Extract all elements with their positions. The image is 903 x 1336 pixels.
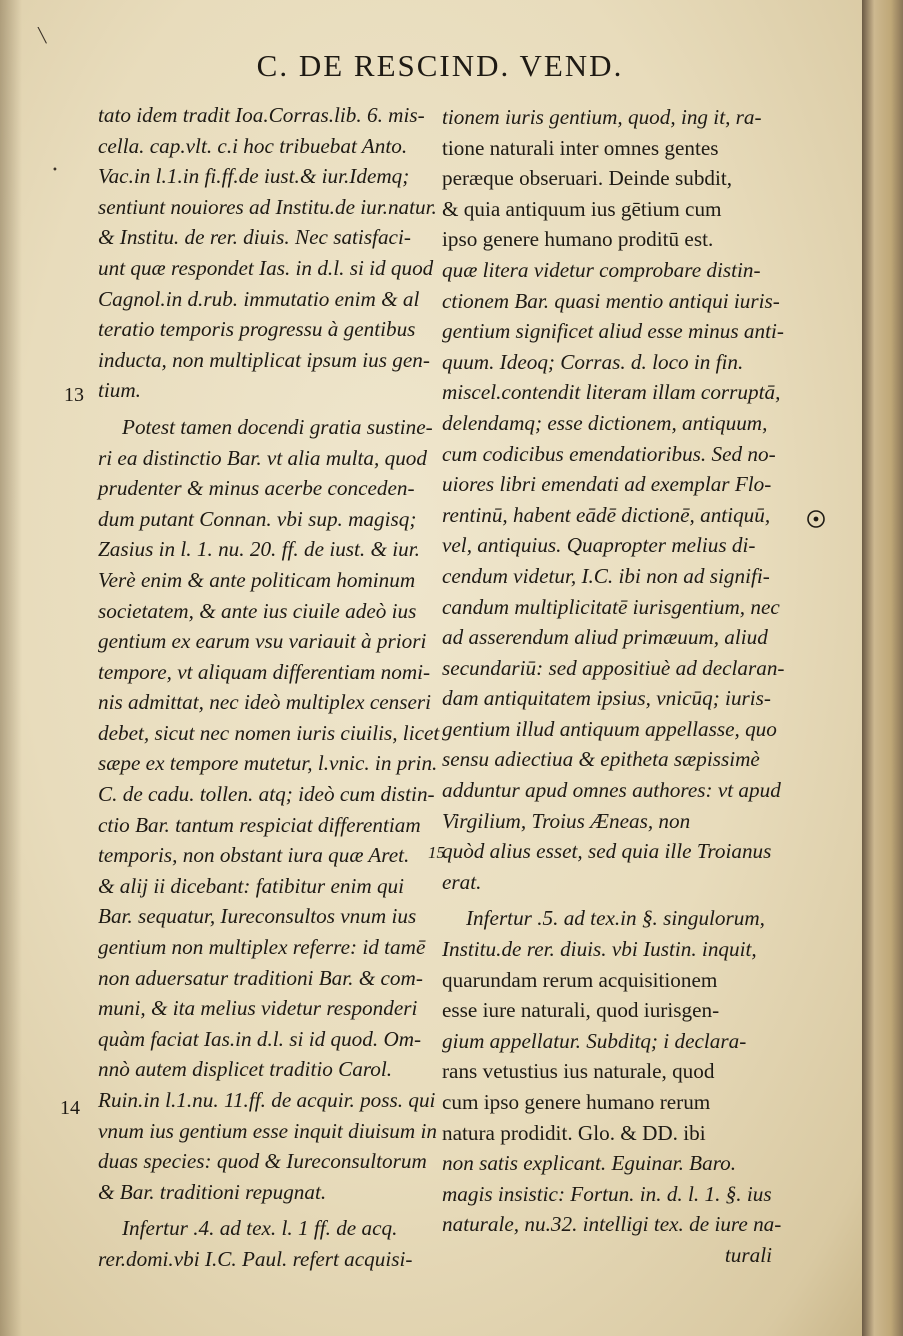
text-line: teratio temporis progressu à gentibus <box>98 317 416 342</box>
text-line: quòd alius esset, sed quia ille Troianus <box>442 839 772 864</box>
text-line: gentium ex earum vsu variauit à priori <box>98 629 427 654</box>
text-line: dum putant Connan. vbi sup. magisq; <box>98 506 417 531</box>
text-line: prudenter & minus acerbe conceden- <box>98 476 415 501</box>
text-line: gentium significet aliud esse minus anti- <box>442 319 784 344</box>
gutter-shadow <box>0 0 22 1336</box>
text-line: secundariū: sed appositiuè ad declaran- <box>442 655 785 680</box>
ink-dot: • <box>52 165 58 176</box>
text-line: & Institu. de rer. diuis. Nec satisfaci- <box>98 225 411 250</box>
text-line: vnum ius gentium esse inquit diuisum in <box>98 1118 437 1143</box>
text-line: cella. cap.vlt. c.i hoc tribuebat Anto. <box>98 133 408 158</box>
text-line: rentinū, habent eādē dictionē, antiquū, <box>442 502 771 527</box>
text-line: debet, sicut nec nomen iuris ciuilis, licet <box>98 720 440 745</box>
text-line: natura prodidit. Glo. & DD. ibi <box>442 1120 706 1145</box>
text-line: rer.domi.vbi I.C. Paul. refert acquisi- <box>98 1246 413 1271</box>
text-line: duas species: quod & Iureconsultorum <box>98 1149 427 1174</box>
text-line: sentiunt nouiores ad Institu.de iur.natur. <box>98 194 437 219</box>
text-line: unt quæ respondet Ias. in d.l. si id quod <box>98 255 434 280</box>
marginal-number-15: 15 <box>428 843 445 862</box>
text-line: quæ litera videtur comprobare distin- <box>442 257 761 282</box>
text-line: tionem iuris gentium, quod, ing it, ra- <box>442 105 762 129</box>
text-line: naturale, nu.32. intelligi tex. de iure na- <box>442 1212 782 1237</box>
text-line: C. de cadu. tollen. atq; ideò cum distin- <box>98 782 435 807</box>
text-line: esse iure naturali, quod iurisgen- <box>442 998 720 1023</box>
text-line: Vac.in l.1.in fi.ff.de iust.& iur.Idemq; <box>98 164 410 189</box>
text-line: turali <box>724 1242 772 1267</box>
text-line: Infertur .4. ad tex. l. 1 ff. de acq. <box>122 1216 398 1241</box>
text-line: Infertur .5. ad tex.in §. singulorum, <box>466 906 765 931</box>
text-line: Ruin.in l.1.nu. 11.ff. de acquir. poss. qui <box>98 1088 436 1112</box>
text-line: Potest tamen docendi gratia sustine- <box>122 414 433 439</box>
text-line: non satis explicant. Eguinar. Baro. <box>442 1151 737 1176</box>
text-line: quum. Ideoq; Corras. d. loco in fin. <box>442 349 744 374</box>
text-line: muni, & ita melius videtur responderi <box>98 996 418 1021</box>
text-line: dam antiquitatem ipsius, vnicūq; iuris- <box>442 686 771 711</box>
text-line: nis admittat, nec ideò multiplex censeri <box>98 690 432 715</box>
text-line: non aduersatur traditioni Bar. & com- <box>98 965 423 990</box>
circle-dot-icon <box>805 508 827 530</box>
text-line: tempore, vt aliquam differentiam nomi- <box>98 659 431 684</box>
text-line: cendum videtur, I.C. ibi non ad signifi- <box>442 563 770 588</box>
text-line: Cagnol.in d.rub. immutatio enim & al <box>98 286 420 311</box>
text-line: Verè enim & ante politicam hominum <box>98 567 416 592</box>
text-line: tium. <box>98 378 141 403</box>
text-line: Institu.de rer. diuis. vbi Iustin. inquit, <box>442 937 757 962</box>
text-line: & quia antiquum ius gētium cum <box>442 196 722 221</box>
text-line: erat. <box>442 869 482 894</box>
text-line: delendamq; esse dictionem, antiquum, <box>442 410 768 435</box>
text-line: ipso genere humano proditū est. <box>442 227 714 252</box>
text-line: cum ipso genere humano rerum <box>442 1090 711 1114</box>
text-line: uiores libri emendati ad exemplar Flo- <box>442 472 772 497</box>
text-line: quàm faciat Ias.in d.l. si id quod. Om- <box>98 1026 422 1051</box>
running-head: C. DE RESCIND. VEND. <box>256 48 624 83</box>
text-line: & Bar. traditioni repugnat. <box>98 1179 327 1204</box>
text-line: nnò autem displicet traditio Carol. <box>98 1057 393 1082</box>
text-line: rans vetustius ius naturale, quod <box>442 1059 715 1084</box>
text-line: Zasius in l. 1. nu. 20. ff. de iust. & iur. <box>98 537 420 562</box>
text-line: gentium illud antiquum appellasse, quo <box>442 716 777 741</box>
text-line: cum codicibus emendatioribus. Sed no- <box>442 441 776 466</box>
text-line: ad asserendum aliud primæuum, aliud <box>442 625 768 650</box>
text-line: temporis, non obstant iura quæ Aret. <box>98 843 410 868</box>
text-line: ctio Bar. tantum respiciat differentiam <box>98 812 421 837</box>
text-line: tato idem tradit Ioa.Corras.lib. 6. mis- <box>98 103 425 127</box>
text-line: gentium non multiplex referre: id tamē <box>98 935 426 960</box>
text-line: gium appellatur. Subditq; i declara- <box>442 1028 747 1053</box>
text-line: inducta, non multiplicat ipsum ius gen- <box>98 347 430 372</box>
text-line: tione naturali inter omnes gentes <box>442 135 719 160</box>
text-line: miscel.contendit literam illam corruptā, <box>442 380 781 405</box>
right-text-column <box>442 102 785 1271</box>
text-line: & alij ii dicebant: fatibitur enim qui <box>98 873 405 898</box>
marginal-number-13: 13 <box>64 384 84 406</box>
text-line: magis insistic: Fortun. in. d. l. 1. §. ius <box>442 1181 772 1206</box>
text-line: ctionem Bar. quasi mentio antiqui iuris- <box>442 288 780 313</box>
text-line: ri ea distinctio Bar. vt alia multa, quod <box>98 445 427 470</box>
text-line: quarundam rerum acquisitionem <box>442 967 718 992</box>
text-line: Virgilium, Troius Æneas, non <box>442 808 691 833</box>
text-line: peræque obseruari. Deinde subdit, <box>442 166 733 191</box>
text-line: adduntur apud omnes authores: vt apud <box>442 778 781 803</box>
adjacent-page-edge <box>862 0 903 1336</box>
text-line: sæpe ex tempore mutetur, l.vnic. in prin. <box>98 751 438 776</box>
text-line: candum multiplicitatē iurisgentium, nec <box>442 594 780 619</box>
marginal-number-14: 14 <box>60 1097 80 1119</box>
text-line: Bar. sequatur, Iureconsultos vnum ius <box>98 904 417 929</box>
ink-mark: ╲ <box>38 28 47 44</box>
text-line: sensu adiectiua & epitheta sæpissimè <box>442 747 760 772</box>
text-line: societatem, & ante ius ciuile adeò ius <box>98 598 417 623</box>
text-line: vel, antiquius. Quapropter melius di- <box>442 533 756 558</box>
